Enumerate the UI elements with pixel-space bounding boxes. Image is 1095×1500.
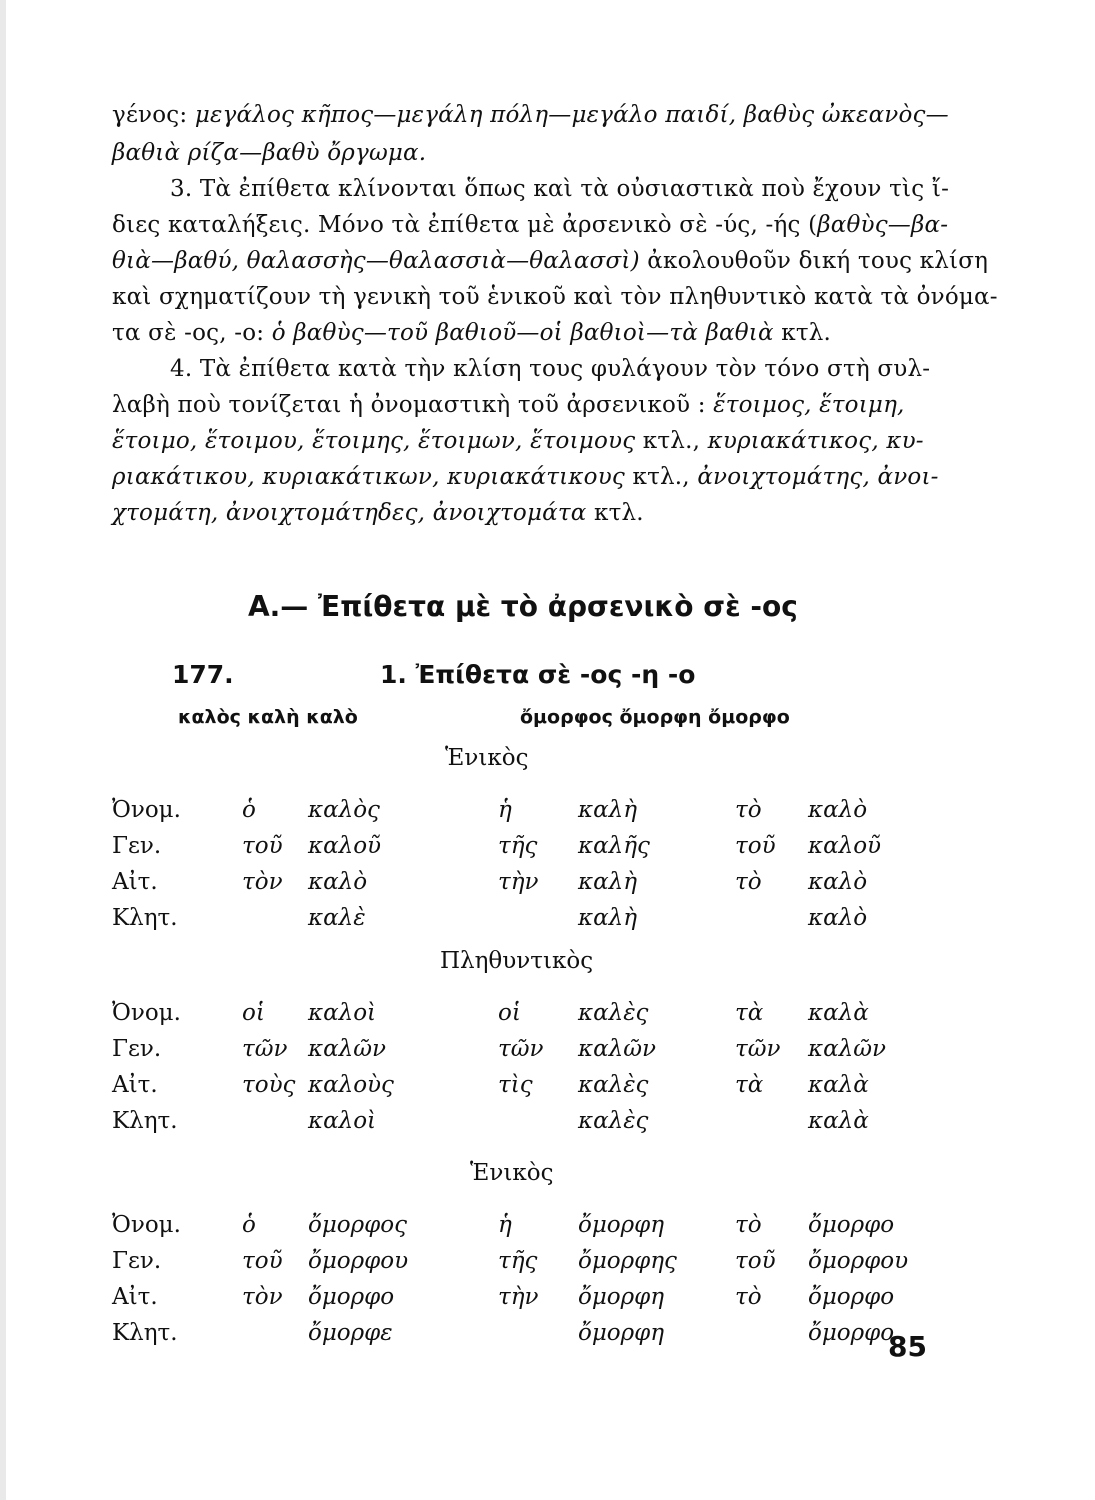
form-cell: ὄμορφης	[578, 1248, 677, 1274]
text-line-6: καὶ σχηματίζουν τὴ γενικὴ τοῦ ἑνικοῦ καὶ τὸν πληθυντικὸ κατὰ τὰ ὀνόμα-	[112, 284, 998, 310]
case-label: Κλητ.	[112, 1320, 178, 1346]
form-cell: τὸ	[735, 1212, 762, 1238]
number-label: Πληθυντικὸς	[440, 948, 594, 974]
form-cell: ὄμορφη	[578, 1212, 665, 1238]
form-cell: καλοὶ	[308, 1108, 377, 1134]
model-right: ὄμορφος ὄμορφη ὄμορφο	[520, 706, 790, 728]
section-heading: Α.— Ἐπίθετα μὲ τὸ ἀρσενικὸ σὲ -ος	[248, 590, 798, 623]
subheading: 1. Ἐπίθετα σὲ -ος -η -ο	[380, 660, 696, 689]
form-cell: καλὸ	[308, 869, 368, 895]
form-cell: ὄμορφη	[578, 1284, 665, 1310]
form-cell: τοὺς	[242, 1072, 296, 1098]
text-line-1: γένος: μεγάλος κῆπος—μεγάλη πόλη—μεγάλο παιδί, βαθὺς ὠκεανὸς—	[112, 102, 949, 128]
form-cell: οἱ	[498, 1000, 521, 1026]
form-cell: καλῶν	[578, 1036, 656, 1062]
form-cell: καλὴ	[578, 905, 637, 931]
page-number: 85	[888, 1330, 927, 1363]
model-left: καλὸς καλὴ καλὸ	[178, 706, 358, 728]
form-cell: τὸ	[735, 1284, 762, 1310]
text-line-11: ριακάτικου, κυριακάτικων, κυριακάτικους κτλ., ἀνοιχτομάτης, ἀνοι-	[112, 464, 939, 490]
form-cell: οἱ	[242, 1000, 265, 1026]
form-cell: καλοῦ	[308, 833, 382, 859]
form-cell: τῆς	[498, 1248, 538, 1274]
form-cell: ὁ	[242, 797, 256, 823]
form-cell: ἡ	[498, 797, 512, 823]
form-cell: καλὸ	[808, 905, 868, 931]
case-label: Αἰτ.	[112, 1072, 158, 1098]
case-label: Ὀνομ.	[112, 1212, 181, 1238]
form-cell: τῶν	[735, 1036, 781, 1062]
form-cell: τὶς	[498, 1072, 533, 1098]
case-label: Γεν.	[112, 1036, 162, 1062]
form-cell: τοῦ	[242, 833, 283, 859]
case-label: Κλητ.	[112, 905, 178, 931]
form-cell: ὄμορφε	[308, 1320, 393, 1346]
form-cell: τὰ	[735, 1072, 764, 1098]
form-cell: τὸν	[242, 869, 283, 895]
form-cell: ὄμορφο	[808, 1320, 895, 1346]
form-cell: ὁ	[242, 1212, 256, 1238]
form-cell: καλὴ	[578, 797, 637, 823]
text-line-5: θιὰ—βαθύ, θαλασσὴς—θαλασσιὰ—θαλασσὶ) ἀκολουθοῦν δική τους κλίση	[112, 248, 989, 274]
form-cell: καλὲς	[578, 1000, 649, 1026]
case-label: Αἰτ.	[112, 869, 158, 895]
form-cell: καλοὺς	[308, 1072, 394, 1098]
form-cell: ὄμορφο	[308, 1284, 395, 1310]
form-cell: καλὴ	[578, 869, 637, 895]
case-label: Κλητ.	[112, 1108, 178, 1134]
form-cell: τὸ	[735, 797, 762, 823]
case-label: Ὀνομ.	[112, 797, 181, 823]
scan-edge	[0, 0, 6, 1500]
form-cell: τὸν	[242, 1284, 283, 1310]
form-cell: τὴν	[498, 1284, 539, 1310]
form-cell: ὄμορφο	[808, 1284, 895, 1310]
form-cell: καλὸ	[808, 797, 868, 823]
form-cell: τῆς	[498, 833, 538, 859]
form-cell: καλὰ	[808, 1072, 869, 1098]
text-line-10: ἕτοιμο, ἕτοιμου, ἕτοιμης, ἕτοιμων, ἕτοιμους κτλ., κυριακάτικος, κυ-	[112, 428, 924, 454]
exercise-number: 177.	[172, 660, 234, 689]
case-label: Αἰτ.	[112, 1284, 158, 1310]
number-label: Ἑνικὸς	[445, 745, 529, 771]
form-cell: ὄμορφου	[308, 1248, 409, 1274]
form-cell: καλὰ	[808, 1000, 869, 1026]
form-cell: τοῦ	[242, 1248, 283, 1274]
form-cell: τῶν	[498, 1036, 544, 1062]
form-cell: τὴν	[498, 869, 539, 895]
form-cell: καλὸς	[308, 797, 380, 823]
form-cell: τοῦ	[735, 833, 776, 859]
text-line-7: τα σὲ -ος, -ο: ὁ βαθὺς—τοῦ βαθιοῦ—οἱ βαθιοὶ—τὰ βαθιὰ κτλ.	[112, 320, 832, 346]
number-label: Ἑνικὸς	[470, 1160, 554, 1186]
form-cell: καλοὶ	[308, 1000, 377, 1026]
form-cell: ὄμορφη	[578, 1320, 665, 1346]
form-cell: καλὲ	[308, 905, 366, 931]
text-line-9: λαβὴ ποὺ τονίζεται ἡ ὀνομαστικὴ τοῦ ἀρσενικοῦ : ἕτοιμος, ἕτοιμη,	[112, 392, 905, 418]
form-cell: καλῶν	[308, 1036, 386, 1062]
text-line-8: 4. Τὰ ἐπίθετα κατὰ τὴν κλίση τους φυλάγουν τὸν τόνο στὴ συλ-	[170, 356, 931, 382]
form-cell: καλὰ	[808, 1108, 869, 1134]
form-cell: τὰ	[735, 1000, 764, 1026]
text-line-12: χτομάτη, ἀνοιχτομάτηδες, ἀνοιχτομάτα κτλ.	[112, 500, 644, 526]
text-line-2: βαθιὰ ρίζα—βαθὺ ὄργωμα.	[112, 140, 427, 166]
case-label: Γεν.	[112, 1248, 162, 1274]
form-cell: τῶν	[242, 1036, 288, 1062]
form-cell: καλοῦ	[808, 833, 882, 859]
form-cell: καλῶν	[808, 1036, 886, 1062]
case-label: Ὀνομ.	[112, 1000, 181, 1026]
form-cell: ὄμορφο	[808, 1212, 895, 1238]
case-label: Γεν.	[112, 833, 162, 859]
form-cell: καλὸ	[808, 869, 868, 895]
form-cell: ὄμορφος	[308, 1212, 407, 1238]
form-cell: καλὲς	[578, 1072, 649, 1098]
text-line-3: 3. Τὰ ἐπίθετα κλίνονται ὅπως καὶ τὰ οὐσιαστικὰ ποὺ ἔχουν τὶς ἴ-	[170, 176, 950, 202]
form-cell: ὄμορφου	[808, 1248, 909, 1274]
form-cell: τοῦ	[735, 1248, 776, 1274]
text-line-4: διες καταλήξεις. Μόνο τὰ ἐπίθετα μὲ ἀρσενικὸ σὲ -ύς, -ής (βαθὺς—βα-	[112, 212, 949, 238]
form-cell: καλῆς	[578, 833, 650, 859]
form-cell: καλὲς	[578, 1108, 649, 1134]
form-cell: τὸ	[735, 869, 762, 895]
form-cell: ἡ	[498, 1212, 512, 1238]
